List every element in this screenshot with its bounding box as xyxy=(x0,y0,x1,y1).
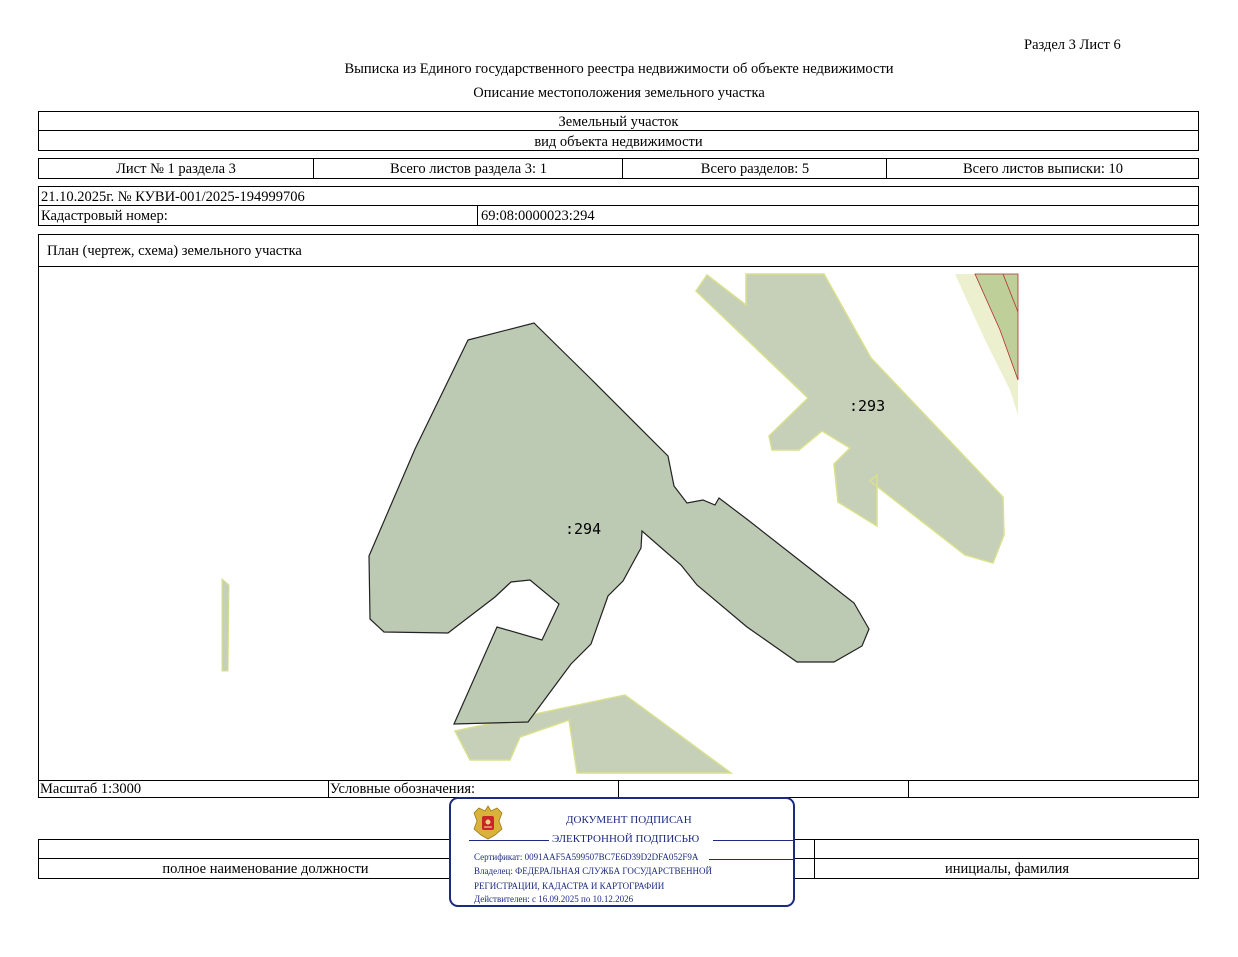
legend-label: Условные обозначения: xyxy=(330,781,476,797)
divider xyxy=(709,859,793,860)
stamp-owner-1: Владелец: ФЕДЕРАЛЬНАЯ СЛУЖБА ГОСУДАРСТВЕННОЙ xyxy=(474,866,713,876)
e-signature-stamp xyxy=(449,797,795,907)
coat-of-arms-icon xyxy=(471,803,505,841)
section-sheet-label: Раздел 3 Лист 6 xyxy=(1024,37,1121,53)
record-date-number: 21.10.2025г. № КУВИ-001/2025-194999706 xyxy=(41,189,305,205)
total-extract-sheets: Всего листов выписки: 10 xyxy=(963,161,1123,177)
divider xyxy=(618,780,619,798)
cadastral-number-value: 69:08:0000023:294 xyxy=(481,208,595,224)
object-type-caption: вид объекта недвижимости xyxy=(534,134,703,150)
cadastral-number-label: Кадастровый номер: xyxy=(41,208,168,224)
position-caption: полное наименование должности xyxy=(162,861,369,877)
stamp-line-2: ЭЛЕКТРОННОЙ ПОДПИСЬЮ xyxy=(552,833,700,845)
stamp-validity: Действителен: с 16.09.2025 по 10.12.2026 xyxy=(474,894,634,904)
total-section-sheets: Всего листов раздела 3: 1 xyxy=(390,161,547,177)
document-title: Выписка из Единого государственного реестра недвижимости об объекте недвижимости xyxy=(344,61,894,77)
name-caption: инициалы, фамилия xyxy=(944,861,1070,877)
neighbor-sliver-left xyxy=(222,579,229,671)
divider xyxy=(469,840,549,841)
stamp-certificate: Сертификат: 0091AAF5A599507BC7E6D39D2DFA052F9A xyxy=(474,852,699,862)
scale-label: Масштаб 1:3000 xyxy=(40,781,142,797)
stamp-line-1: ДОКУМЕНТ ПОДПИСАН xyxy=(566,814,692,826)
divider xyxy=(713,840,793,841)
sheet-number: Лист № 1 раздела 3 xyxy=(116,161,236,177)
parcel-294-label: :294 xyxy=(565,520,602,538)
divider xyxy=(908,780,909,798)
document-subtitle: Описание местоположения земельного участка xyxy=(473,85,765,101)
parcel-293-label: :293 xyxy=(849,397,886,415)
stamp-owner-2: РЕГИСТРАЦИИ, КАДАСТРА И КАРТОГРАФИИ xyxy=(474,881,665,891)
total-sections: Всего разделов: 5 xyxy=(700,161,810,177)
object-type-value: Земельный участок xyxy=(558,114,679,130)
plan-heading: План (чертеж, схема) земельного участка xyxy=(47,243,302,259)
